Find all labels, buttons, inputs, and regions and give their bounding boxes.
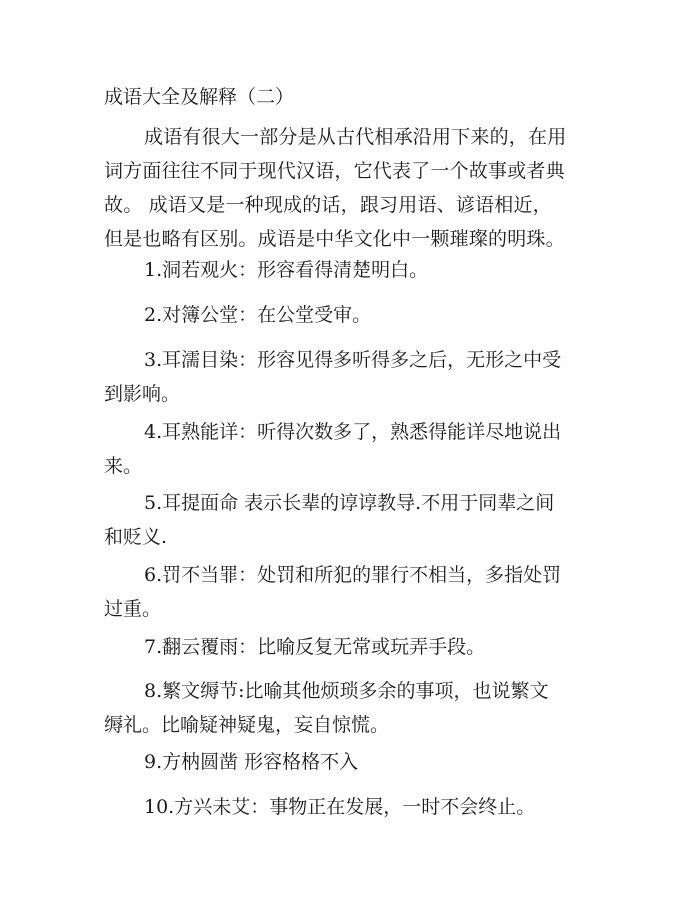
intro-line: 成语有很大一部分是从古代相承沿用下来的，在用 <box>144 126 567 148</box>
intro-line: 但是也略有区别。成语是中华文化中一颗璀璨的明珠。 <box>104 228 565 250</box>
idiom-line: 和贬义. <box>104 526 168 548</box>
idiom-line: 过重。 <box>104 598 162 620</box>
idiom-line: 4.耳熟能详：听得次数多了，熟悉得能详尽地说出 <box>144 421 562 443</box>
idiom-line: 到影响。 <box>104 383 181 405</box>
idiom-item-2 <box>104 298 624 332</box>
idiom-line: 5.耳提面命 表示长辈的谆谆教导.不用于同辈之间 <box>144 492 555 514</box>
idiom-item-4 <box>104 415 624 483</box>
intro-line: 词方面往往不同于现代汉语，它代表了一个故事或者典 <box>104 160 565 182</box>
idiom-item-5 <box>104 486 624 554</box>
idiom-item-7 <box>104 630 624 664</box>
idiom-line: 缛礼。比喻疑神疑鬼，妄自惊慌。 <box>104 714 390 736</box>
idiom-item-6 <box>104 558 624 626</box>
idiom-line: 来。 <box>104 455 143 477</box>
idiom-line: 3.耳濡目染：形容见得多听得多之后，无形之中受 <box>144 349 562 371</box>
idiom-line: 1.洞若观火：形容看得清楚明白。 <box>144 259 429 281</box>
idiom-line: 10.方兴未艾：事物正在发展，一时不会终止。 <box>144 796 536 818</box>
intro-paragraph <box>104 120 624 256</box>
idiom-line: 7.翻云覆雨：比喻反复无常或玩弄手段。 <box>144 636 486 658</box>
idiom-line: 2.对簿公堂：在公堂受审。 <box>144 304 372 326</box>
idiom-line: 6.罚不当罪：处罚和所犯的罪行不相当，多指处罚 <box>144 564 562 586</box>
idiom-item-8 <box>104 674 624 742</box>
idiom-item-9 <box>104 745 624 779</box>
intro-line: 故。 成语又是一种现成的话，跟习用语、谚语相近， <box>104 194 552 216</box>
idiom-line: 9.方枘圆凿 形容格格不入 <box>144 751 359 773</box>
idiom-item-3 <box>104 343 624 411</box>
idiom-line: 8.繁文缛节:比喻其他烦琐多余的事项，也说繁文 <box>144 680 549 702</box>
document-title: 成语大全及解释（二） <box>104 86 295 108</box>
idiom-item-1 <box>104 253 624 287</box>
idiom-item-10 <box>104 790 624 824</box>
